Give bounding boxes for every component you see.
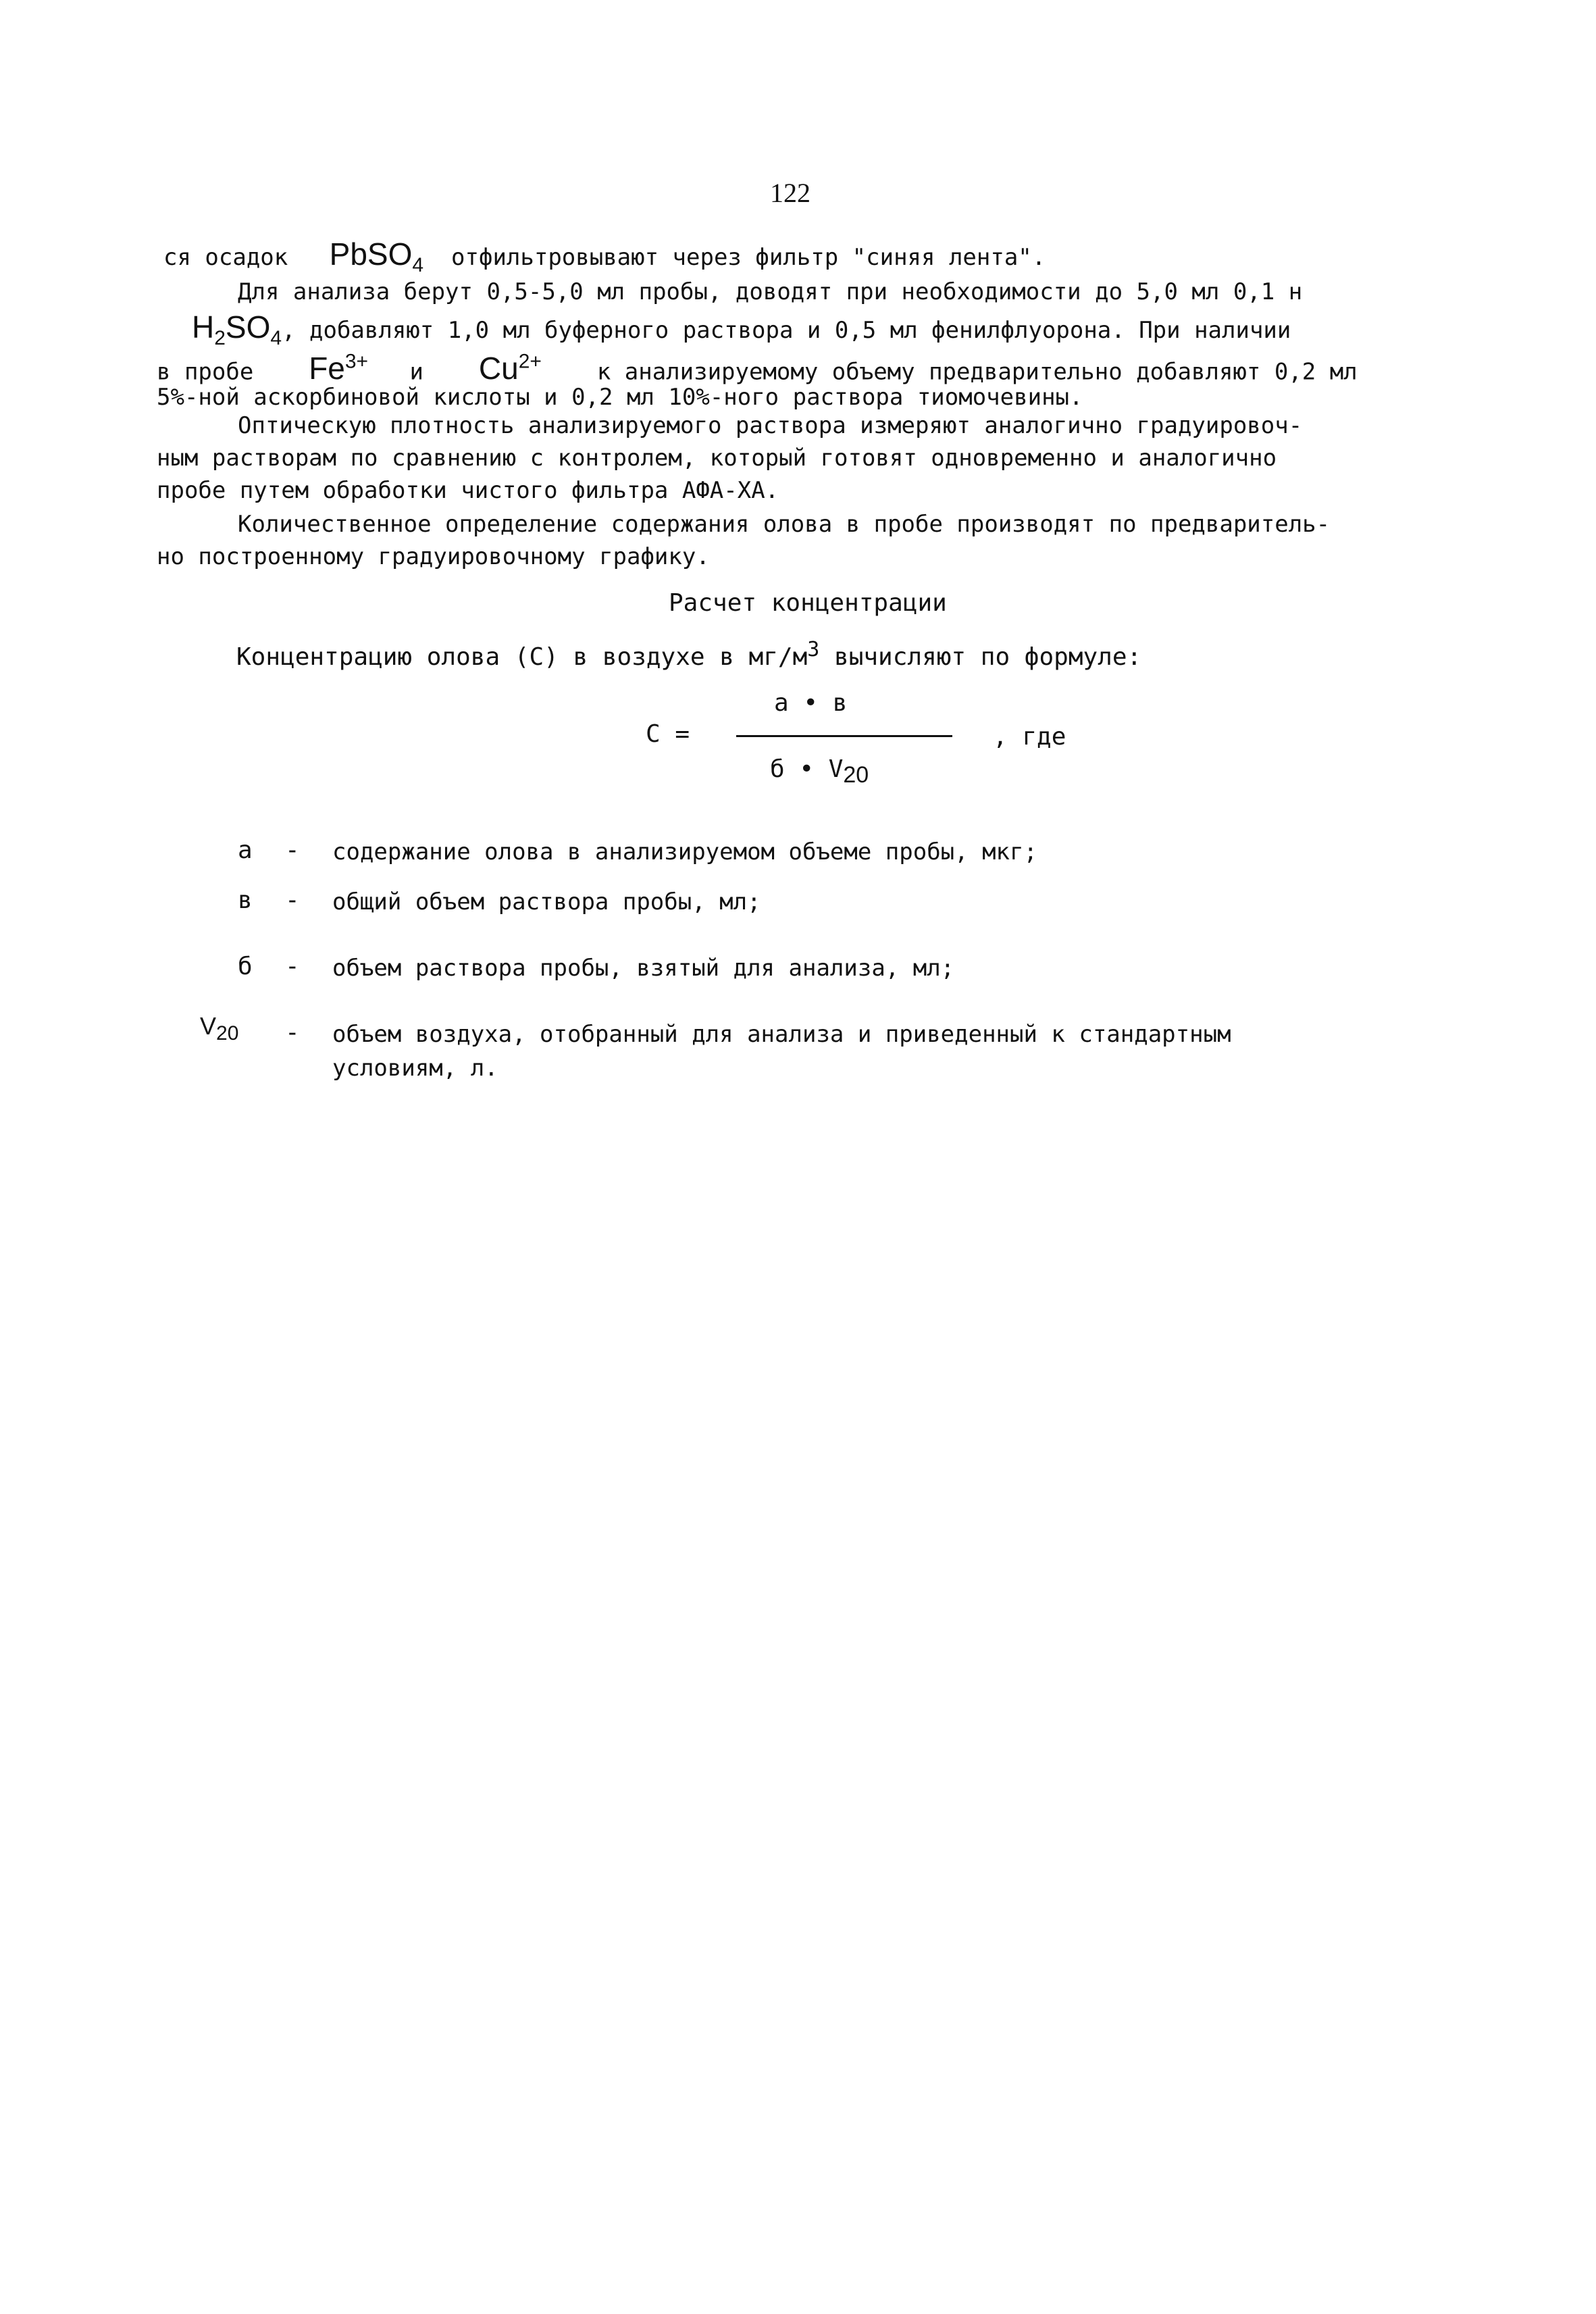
- page-number: 122: [770, 178, 810, 208]
- formula-base: SO: [225, 309, 271, 345]
- legend-text: содержание олова в анализируемом объеме пробы, мкг;: [332, 838, 1037, 865]
- formula-subscript: 2: [214, 327, 226, 350]
- chemical-formula: [329, 236, 424, 277]
- paragraph-3-line-1: Оптическую плотность анализируемого раствора измеряют аналогично градуировоч-: [238, 412, 1303, 439]
- text-fragment: , добавляют 1,0 мл буферного раствора и 0,5 мл фенилфлуорона. При наличии: [282, 317, 1291, 344]
- formula-intro-superscript: 3: [807, 638, 820, 661]
- ion-charge: 3+: [344, 351, 369, 373]
- formula-base: H: [192, 309, 215, 345]
- text-fragment: к анализируемому объему предварительно добавляют 0,2 мл: [596, 358, 1358, 386]
- denominator-text: б • V: [770, 755, 844, 783]
- formula-subscript: 4: [270, 327, 282, 350]
- formula-denominator: [770, 755, 869, 788]
- formula-intro-text: Концентрацию олова (С) в воздухе в мг/м: [236, 643, 808, 671]
- text-fragment: в пробе: [157, 358, 254, 386]
- paragraph-3-line-3: пробе путем обработки чистого фильтра АФА-ХА.: [157, 477, 779, 504]
- legend-dash: -: [285, 953, 300, 980]
- ion-base: Fe: [309, 351, 345, 386]
- legend-symbol: б: [238, 953, 253, 980]
- denominator-subscript: 20: [843, 762, 869, 788]
- paragraph-4-line-2: но построенному градуировочному графику.: [157, 543, 710, 570]
- legend-symbol-subscript: 20: [216, 1022, 239, 1045]
- formula-intro-text: вычисляют по формуле:: [834, 643, 1142, 671]
- legend-text-line: условиям, л.: [332, 1055, 498, 1082]
- formula-intro: [236, 638, 1141, 671]
- formula-lhs: C =: [646, 720, 690, 748]
- formula-suffix: , где: [993, 723, 1066, 751]
- legend-symbol: в: [238, 886, 253, 914]
- legend-text: общий объем раствора пробы, мл;: [332, 888, 761, 915]
- legend-dash: -: [285, 836, 300, 864]
- text-fragment: отфильтровывают через фильтр "синяя лента".: [451, 244, 1046, 271]
- text-fragment: ся осадок: [163, 244, 288, 271]
- ion-base: Cu: [478, 351, 519, 386]
- formula-base: PbSO: [329, 236, 413, 272]
- text-fragment: и: [409, 358, 423, 386]
- legend-dash: -: [285, 1019, 300, 1047]
- legend-dash: -: [285, 886, 300, 914]
- formula-subscript: 4: [412, 254, 424, 277]
- paragraph-4-line-1: Количественное определение содержания олова в пробе производят по предваритель-: [238, 511, 1331, 538]
- legend-symbol: а: [238, 836, 253, 864]
- section-title: Расчет концентрации: [669, 589, 947, 617]
- legend-symbol: [200, 1012, 238, 1045]
- chemical-formula: [192, 309, 282, 350]
- legend-text: объем раствора пробы, взятый для анализа, мл;: [332, 955, 955, 982]
- legend-symbol-base: V: [200, 1012, 217, 1040]
- legend-text-line: объем воздуха, отобранный для анализа и приведенный к стандартным: [332, 1021, 1231, 1048]
- formula-numerator: а • в: [774, 689, 848, 717]
- legend-text: [332, 1017, 1413, 1085]
- paragraph-2-line-1: Для анализа берут 0,5-5,0 мл пробы, доводят при необходимости до 5,0 мл 0,1 н: [238, 278, 1303, 305]
- ion-charge: 2+: [518, 351, 542, 373]
- paragraph-2-line-4: 5%-ной аскорбиновой кислоты и 0,2 мл 10%-ного раствора тиомочевины.: [157, 384, 1083, 411]
- fraction-bar: [736, 735, 952, 737]
- paragraph-3-line-2: ным растворам по сравнению с контролем, который готовят одновременно и аналогично: [157, 445, 1277, 472]
